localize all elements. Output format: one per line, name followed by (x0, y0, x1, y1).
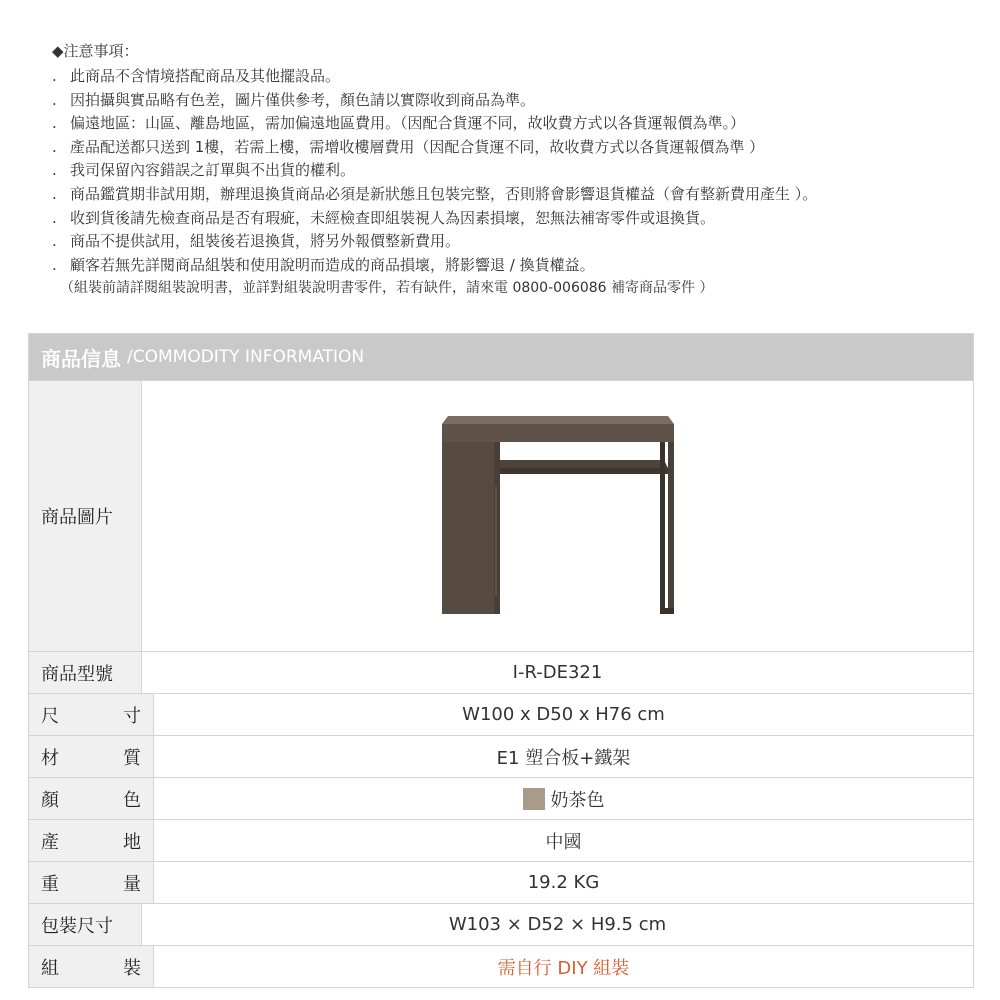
row-model (29, 651, 973, 693)
notice-item: . 我司保留內容錯誤之訂單與不出貨的權利。 (52, 161, 356, 180)
commodity-info-table (28, 333, 974, 988)
row-assembly (29, 945, 973, 987)
notice-item: . 因拍攝與實品略有色差，圖片僅供參考，顏色請以實際收到商品為準。 (52, 90, 536, 109)
row-value (154, 778, 973, 819)
notice-tail: （組裝前請詳閱組裝說明書，並詳對組裝說明書零件，若有缺件，請來電 0800-006086 補寄商品零件 ） (60, 280, 714, 297)
notice-item: . 顧客若無先詳閱商品組裝和使用說明而造成的商品損壞，將影響退 / 換貨權益。 (52, 255, 595, 274)
row-size (29, 693, 973, 735)
row-label: 尺 寸 (29, 694, 154, 735)
row-value: 中國 (545, 831, 582, 853)
notice-item: . 此商品不含情境搭配商品及其他擺設品。 (52, 67, 341, 85)
notice-item: . 產品配送都只送到 1樓，若需上樓，需增收樓層費用（因配合貨運不同，故收費方式以各貨運報價為準 ） (52, 137, 765, 156)
row-weight (29, 861, 973, 903)
row-value: E1 塑合板+鐵架 (496, 747, 631, 769)
notice-item: . 偏遠地區：山區、離島地區，需加偏遠地區費用。（因配合貨運不同，故收費方式以各貨運報價為準。） (52, 114, 746, 133)
color-name: 奶茶色 (550, 789, 605, 811)
row-image (29, 380, 973, 651)
row-value: I-R-DE321 (512, 662, 603, 683)
row-label: 商品型號 (29, 652, 142, 693)
row-label: 材 質 (29, 736, 154, 777)
row-label: 產 地 (29, 820, 154, 861)
product-image (142, 381, 973, 651)
row-package-size (29, 903, 973, 945)
row-material (29, 735, 973, 777)
header-title-zh: 商品信息 (41, 346, 121, 371)
desk-illustration (438, 416, 678, 616)
row-label: 顏 色 (29, 778, 154, 819)
row-value: W100 x D50 x H76 cm (462, 704, 665, 725)
notice-section (40, 40, 980, 301)
row-label: 組 裝 (29, 946, 154, 987)
row-origin (29, 819, 973, 861)
header-title-en: /COMMODITY INFORMATION (127, 347, 365, 367)
row-value: W103 × D52 × H9.5 cm (448, 914, 667, 935)
notice-title: ◆注意事項： (52, 42, 139, 60)
row-value: 19.2 KG (527, 872, 600, 893)
row-color (29, 777, 973, 819)
row-label: 商品圖片 (29, 381, 142, 651)
row-label: 包裝尺寸 (29, 904, 142, 945)
color-swatch (523, 788, 545, 810)
row-label: 重 量 (29, 862, 154, 903)
notice-item: . 收到貨後請先檢查商品是否有瑕疵，未經檢查即組裝視人為因素損壞，恕無法補寄零件或退換貨。 (52, 208, 716, 227)
table-header (29, 334, 973, 380)
row-value: 需自行 DIY 組裝 (497, 957, 630, 979)
notice-item: . 商品鑑賞期非試用期，辦理退換貨商品必須是新狀態且包裝完整，否則將會影響退貨權益（會有整新費用產生 ）。 (52, 184, 818, 203)
notice-item: . 商品不提供試用，組裝後若退換貨，將另外報價整新費用。 (52, 232, 461, 251)
